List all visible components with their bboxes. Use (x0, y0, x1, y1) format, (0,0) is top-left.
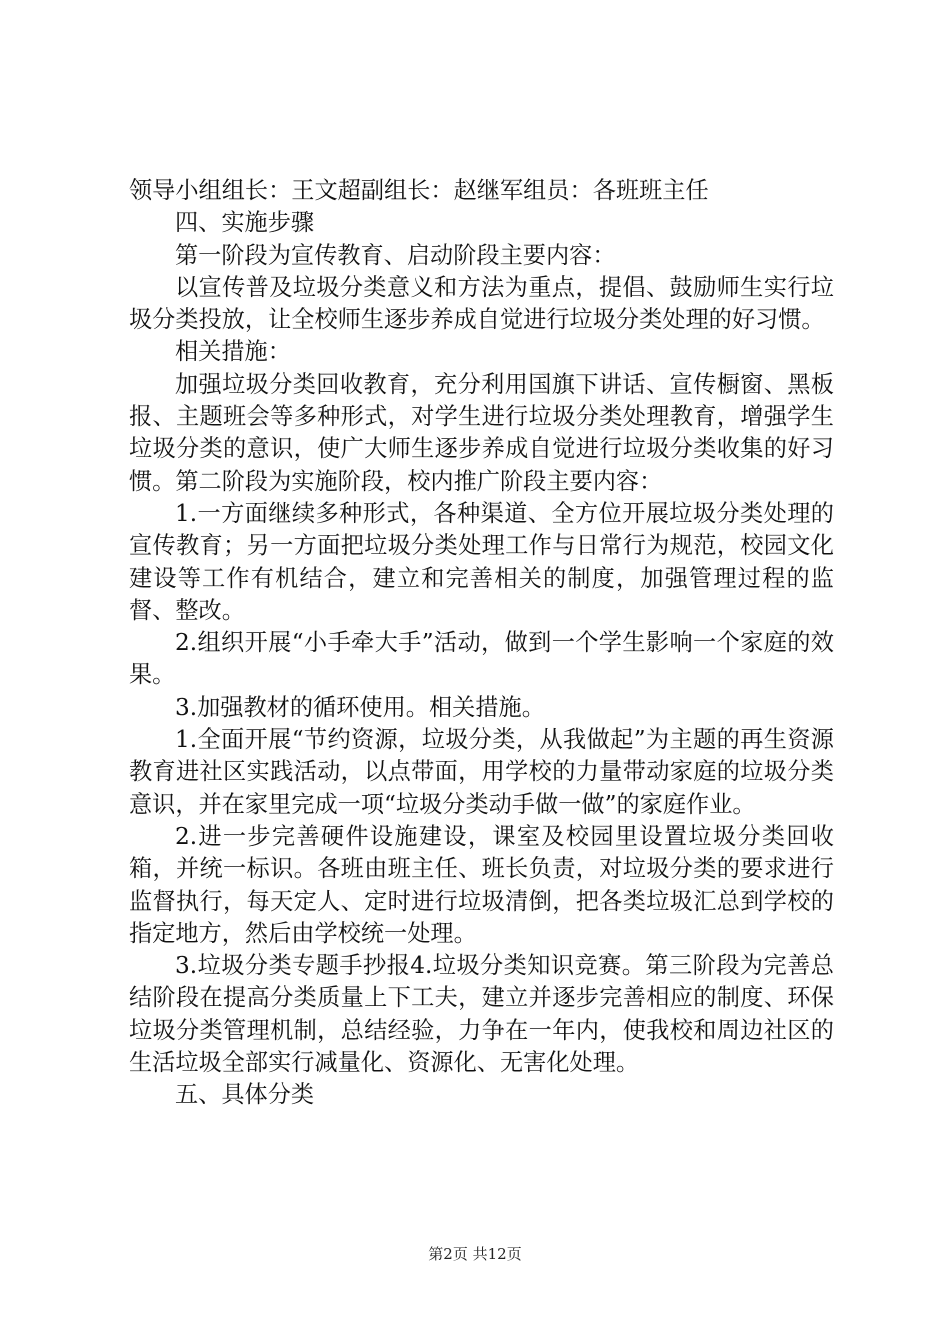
paragraph-measure-1: 1.全面开展“节约资源，垃圾分类，从我做起”为主题的再生资源教育进社区实践活动，以点带面，用学校的力量带动家庭的垃圾分类意识，并在家里完成一项“垃圾分类动手做一做”的家庭作业。 (129, 726, 834, 818)
page-number: 第2页 共12页 (428, 1245, 522, 1263)
paragraph-measure-2: 2.进一步完善硬件设施建设，课室及校园里设置垃圾分类回收箱，并统一标识。各班由班主任、班长负责，对垃圾分类的要求进行监督执行，每天定人、定时进行垃圾清倒，把各类垃圾汇总到学校的指定地方，然后由学校统一处理。 (129, 822, 834, 947)
heading-specific-classification: 五、具体分类 (175, 1081, 315, 1109)
paragraph-measure-3: 3.垃圾分类专题手抄报4.垃圾分类知识竞赛。第三阶段为完善总结阶段在提高分类质量上下工夫，建立并逐步完善相应的制度、环保垃圾分类管理机制，总结经验，力争在一年内，使我校和周边社区的生活垃圾全部实行减量化、资源化、无害化处理。 (129, 952, 834, 1077)
paragraph-item-1: 1.一方面继续多种形式，各种渠道、全方位开展垃圾分类处理的宣传教育；另一方面把垃圾分类处理工作与日常行为规范，校园文化建设等工作有机结合，建立和完善相关的制度，加强管理过程的监督、整改。 (129, 499, 834, 624)
paragraph-measures-label: 相关措施： (175, 338, 291, 366)
paragraph-item-2: 2.组织开展“小手牵大手”活动，做到一个学生影响一个家庭的效果。 (129, 629, 834, 689)
paragraph-leadership-group: 领导小组组长：王文超副组长：赵继军组员：各班班主任 (129, 177, 709, 204)
document-body (129, 175, 834, 1112)
paragraph-phase-one-title: 第一阶段为宣传教育、启动阶段主要内容： (175, 241, 616, 269)
paragraph-phase-one-content: 以宣传普及垃圾分类意义和方法为重点，提倡、鼓励师生实行垃圾分类投放，让全校师生逐步养成自觉进行垃圾分类处理的好习惯。 (129, 273, 834, 334)
paragraph-item-3: 3.加强教材的循环使用。相关措施。 (175, 693, 545, 721)
paragraph-education-measures: 加强垃圾分类回收教育，充分利用国旗下讲话、宣传橱窗、黑板报、主题班会等多种形式，对学生进行垃圾分类处理教育，增强学生垃圾分类的意识，使广大师生逐步养成自觉进行垃圾分类收集的好习惯。第二阶段为实施阶段，校内推广阶段主要内容： (129, 370, 834, 495)
heading-implementation-steps: 四、实施步骤 (175, 209, 315, 237)
